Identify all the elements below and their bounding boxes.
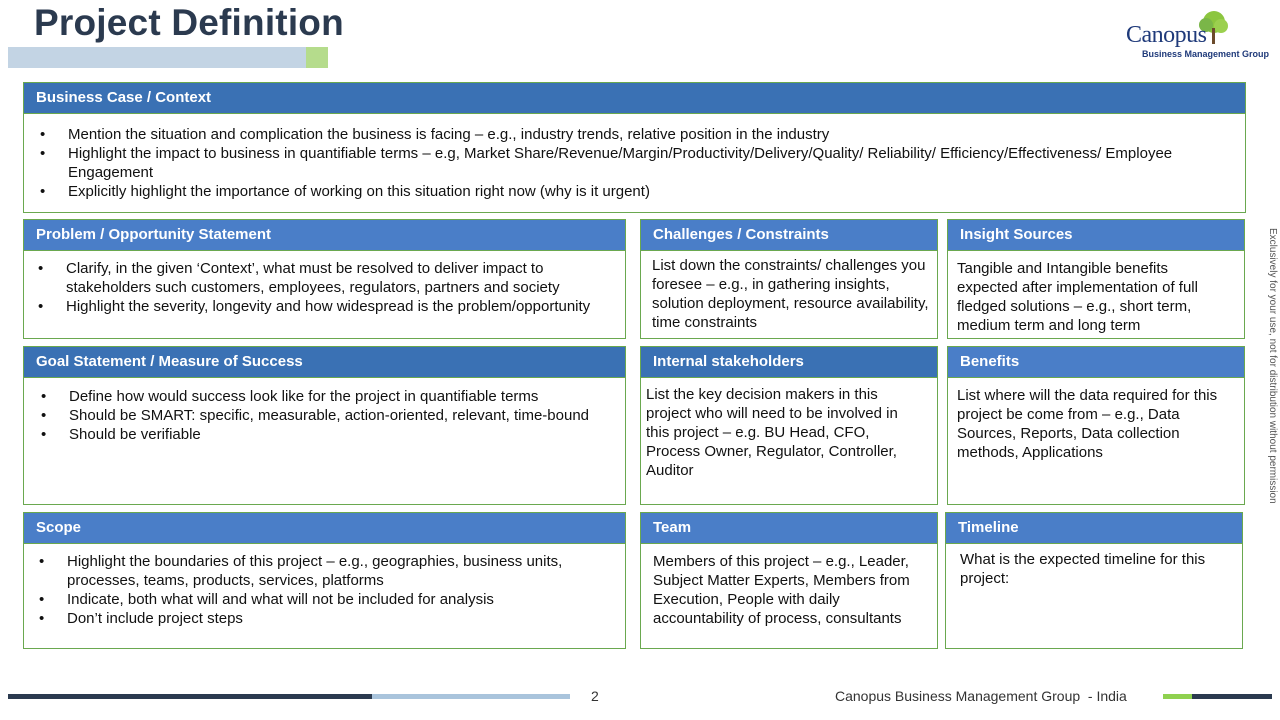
scope-list xyxy=(37,552,605,628)
internal-stakeholders-header: Internal stakeholders xyxy=(641,347,937,378)
list-item: • Clarify, in the given ‘Context’, what must be resolved to deliver impact to stakeholders such customers, employees, regulators, partners and society xyxy=(36,259,621,297)
benefits-text: List where will the data required for this project be come from – e.g., Data Sources, Reports, Data collection methods, Applications xyxy=(957,387,1218,461)
goal-statement-header: Goal Statement / Measure of Success xyxy=(24,347,625,378)
list-item: • Indicate, both what will and what will not be included for analysis xyxy=(37,590,605,609)
insight-sources-text: Tangible and Intangible benefits expected after implementation of full fledged solutions – e.g., short term, medium term and long term xyxy=(957,260,1198,334)
business-case-box xyxy=(23,82,1246,213)
title-accent-bar xyxy=(306,47,328,68)
list-item: • Should be SMART: specific, measurable, action-oriented, relevant, time-bound xyxy=(39,406,621,425)
internal-stakeholders-box xyxy=(640,346,938,505)
footer-bar-left xyxy=(8,694,372,699)
timeline-text: What is the expected timeline for this project: xyxy=(960,551,1206,587)
challenges-header: Challenges / Constraints xyxy=(641,220,937,251)
business-case-list xyxy=(38,125,1185,201)
team-text: Members of this project – e.g., Leader, Subject Matter Experts, Members from Execution, People with daily accountability of process, consultants xyxy=(653,553,910,627)
confidentiality-note: Exclusively for your use, not for distribution without permission xyxy=(1267,228,1278,504)
goal-statement-box xyxy=(23,346,626,505)
team-box xyxy=(640,512,938,649)
challenges-box xyxy=(640,219,938,339)
list-item: • Explicitly highlight the importance of working on this situation right now (why is it urgent) xyxy=(38,182,1185,201)
title-underline-bar xyxy=(8,47,306,68)
list-item: • Highlight the severity, longevity and how widespread is the problem/opportunity xyxy=(36,297,621,316)
goal-statement-list xyxy=(39,387,621,444)
list-item: • Highlight the boundaries of this project – e.g., geographies, business units, processes, teams, products, services, platforms xyxy=(37,552,605,590)
footer-bar-light xyxy=(372,694,570,699)
logo-subtitle: Business Management Group xyxy=(1142,49,1270,59)
internal-stakeholders-text: List the key decision makers in this project who will need to be involved in this project – e.g. BU Head, CFO, Process Owner, Regulator, Controller, Auditor xyxy=(646,386,898,479)
list-item: • Define how would success look like for the project in quantifiable terms xyxy=(39,387,621,406)
list-item: • Highlight the impact to business in quantifiable terms – e.g, Market Share/Revenue/Margin/Productivity/Delivery/Quality/ Reliability/ Efficiency/Effectiveness/ Employee Engagement xyxy=(38,144,1185,182)
benefits-header: Benefits xyxy=(948,347,1244,378)
footer-company-text: Canopus Business Management Group - India xyxy=(835,688,1127,704)
scope-box xyxy=(23,512,626,649)
problem-statement-header: Problem / Opportunity Statement xyxy=(24,220,625,251)
footer-bar-green xyxy=(1163,694,1192,699)
scope-header: Scope xyxy=(24,513,625,544)
page-title: Project Definition xyxy=(34,2,344,43)
challenges-text: List down the constraints/ challenges you foresee – e.g., in gathering insights, solution deployment, resource availability, time constraints xyxy=(652,257,929,331)
list-item: • Should be verifiable xyxy=(39,425,621,444)
problem-statement-box xyxy=(23,219,626,339)
insight-sources-header: Insight Sources xyxy=(948,220,1244,251)
benefits-box xyxy=(947,346,1245,505)
timeline-header: Timeline xyxy=(946,513,1242,544)
insight-sources-box xyxy=(947,219,1245,339)
footer-bar-right xyxy=(1192,694,1272,699)
company-logo xyxy=(1126,8,1270,64)
team-header: Team xyxy=(641,513,937,544)
business-case-header: Business Case / Context xyxy=(24,83,1245,114)
page-number: 2 xyxy=(591,688,599,704)
timeline-box xyxy=(945,512,1243,649)
logo-wordmark: Canopus xyxy=(1126,22,1207,48)
problem-statement-list xyxy=(36,259,621,316)
list-item: • Don’t include project steps xyxy=(37,609,605,628)
list-item: • Mention the situation and complication the business is facing – e.g., industry trends, relative position in the industry xyxy=(38,125,1185,144)
